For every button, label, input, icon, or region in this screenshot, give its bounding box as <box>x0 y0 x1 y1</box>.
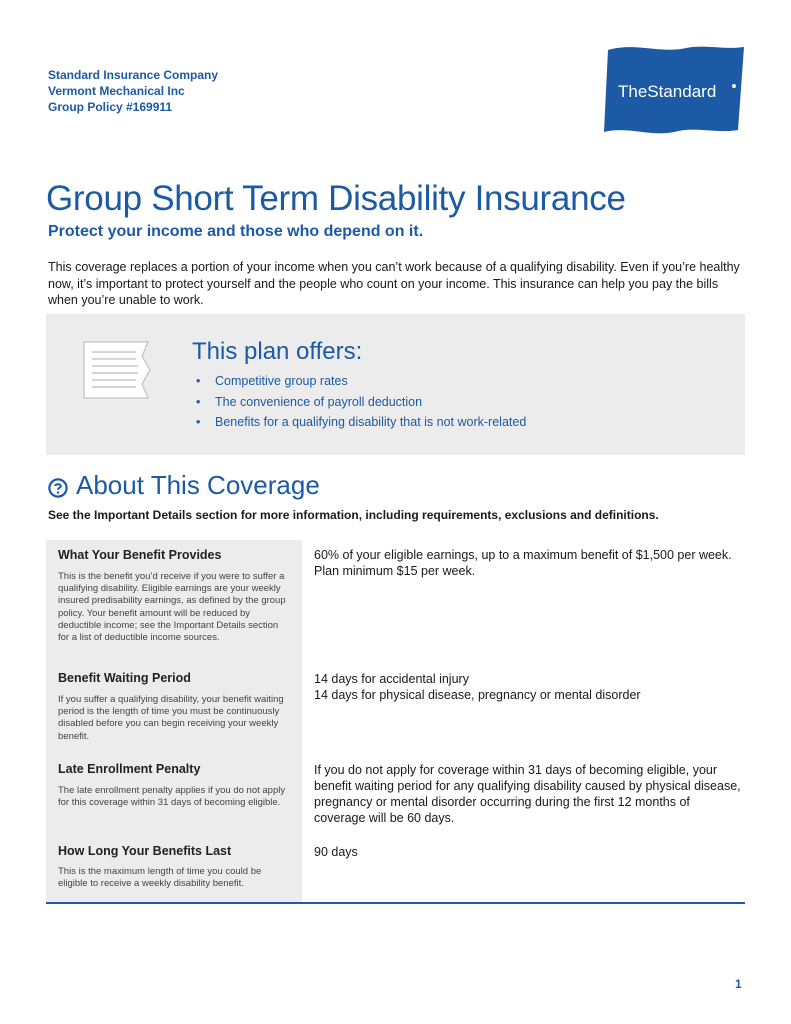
logo-text: TheStandard <box>618 82 717 101</box>
plan-offer-item: • Benefits for a qualifying disability that is not work-related <box>196 412 526 433</box>
the-standard-logo <box>598 42 748 137</box>
late-enrollment-description: The late enrollment penalty applies if you do not apply for this coverage within 31 days of becoming eligible. <box>58 785 286 809</box>
plan-offer-item: • Competitive group rates <box>196 371 526 392</box>
bottom-divider <box>46 902 745 904</box>
plan-offers-list <box>196 371 526 433</box>
late-enrollment-label: Late Enrollment Penalty <box>58 762 201 776</box>
employer-name: Vermont Mechanical Inc <box>48 84 185 98</box>
about-coverage-subtitle: See the Important Details section for more information, including requirements, exclusions and definitions. <box>48 508 659 522</box>
page-title: Group Short Term Disability Insurance <box>46 179 626 218</box>
benefit-duration-value: 90 days <box>314 845 358 859</box>
coverage-table <box>46 540 745 902</box>
question-circle-icon <box>48 478 68 498</box>
benefit-provides-value: 60% of your eligible earnings, up to a maximum benefit of $1,500 per week. Plan minimum $15 per week. <box>314 548 732 578</box>
bullet-icon: • <box>196 415 201 429</box>
page-subtitle: Protect your income and those who depend on it. <box>48 223 424 240</box>
plan-offers-box <box>46 314 745 455</box>
benefit-duration-label: How Long Your Benefits Last <box>58 844 232 858</box>
page-number: 1 <box>735 977 742 991</box>
about-coverage-title: About This Coverage <box>76 470 320 500</box>
waiting-period-description: If you suffer a qualifying disability, your benefit waiting period is the length of time you must be continuously disabled before you can begin receiving your weekly benefit. <box>58 694 284 742</box>
company-name: Standard Insurance Company <box>48 68 219 82</box>
plan-offer-item: • The convenience of payroll deduction <box>196 392 526 413</box>
waiting-period-label: Benefit Waiting Period <box>58 671 191 685</box>
benefit-provides-label: What Your Benefit Provides <box>58 548 222 562</box>
benefit-duration-description: This is the maximum length of time you could be eligible to receive a weekly disability benefit. <box>58 866 262 890</box>
benefit-provides-description: This is the benefit you’d receive if you were to suffer a qualifying disability. Eligible earnings are your weekly insured predisability earnings, as defined by the group policy. Your benefit amount will be reduced by deductible income; see the Important Details section for a list of deductible income sources. <box>58 571 286 644</box>
bullet-icon: • <box>196 394 201 409</box>
waiting-period-value: 14 days for accidental injury 14 days for physical disease, pregnancy or mental disorder <box>314 672 641 702</box>
company-info <box>48 67 218 115</box>
late-enrollment-value: If you do not apply for coverage within 31 days of becoming eligible, your benefit waiting period for any qualifying disability caused by physical disease, pregnancy or mental disorder occurring during the first 12 months of coverage will be 60 days. <box>314 763 741 825</box>
document-stack-icon <box>78 336 158 406</box>
intro-paragraph: This coverage replaces a portion of your income when you can’t work because of a qualifying disability. Even if you’re healthy now, it’s important to protect yourself and the people who count on your income. This insurance can help you pay the bills when you’re unable to work. <box>48 260 740 307</box>
plan-offers-title: This plan offers: <box>192 338 363 365</box>
group-policy-number: Group Policy #169911 <box>48 100 173 114</box>
bullet-icon: • <box>196 374 201 388</box>
